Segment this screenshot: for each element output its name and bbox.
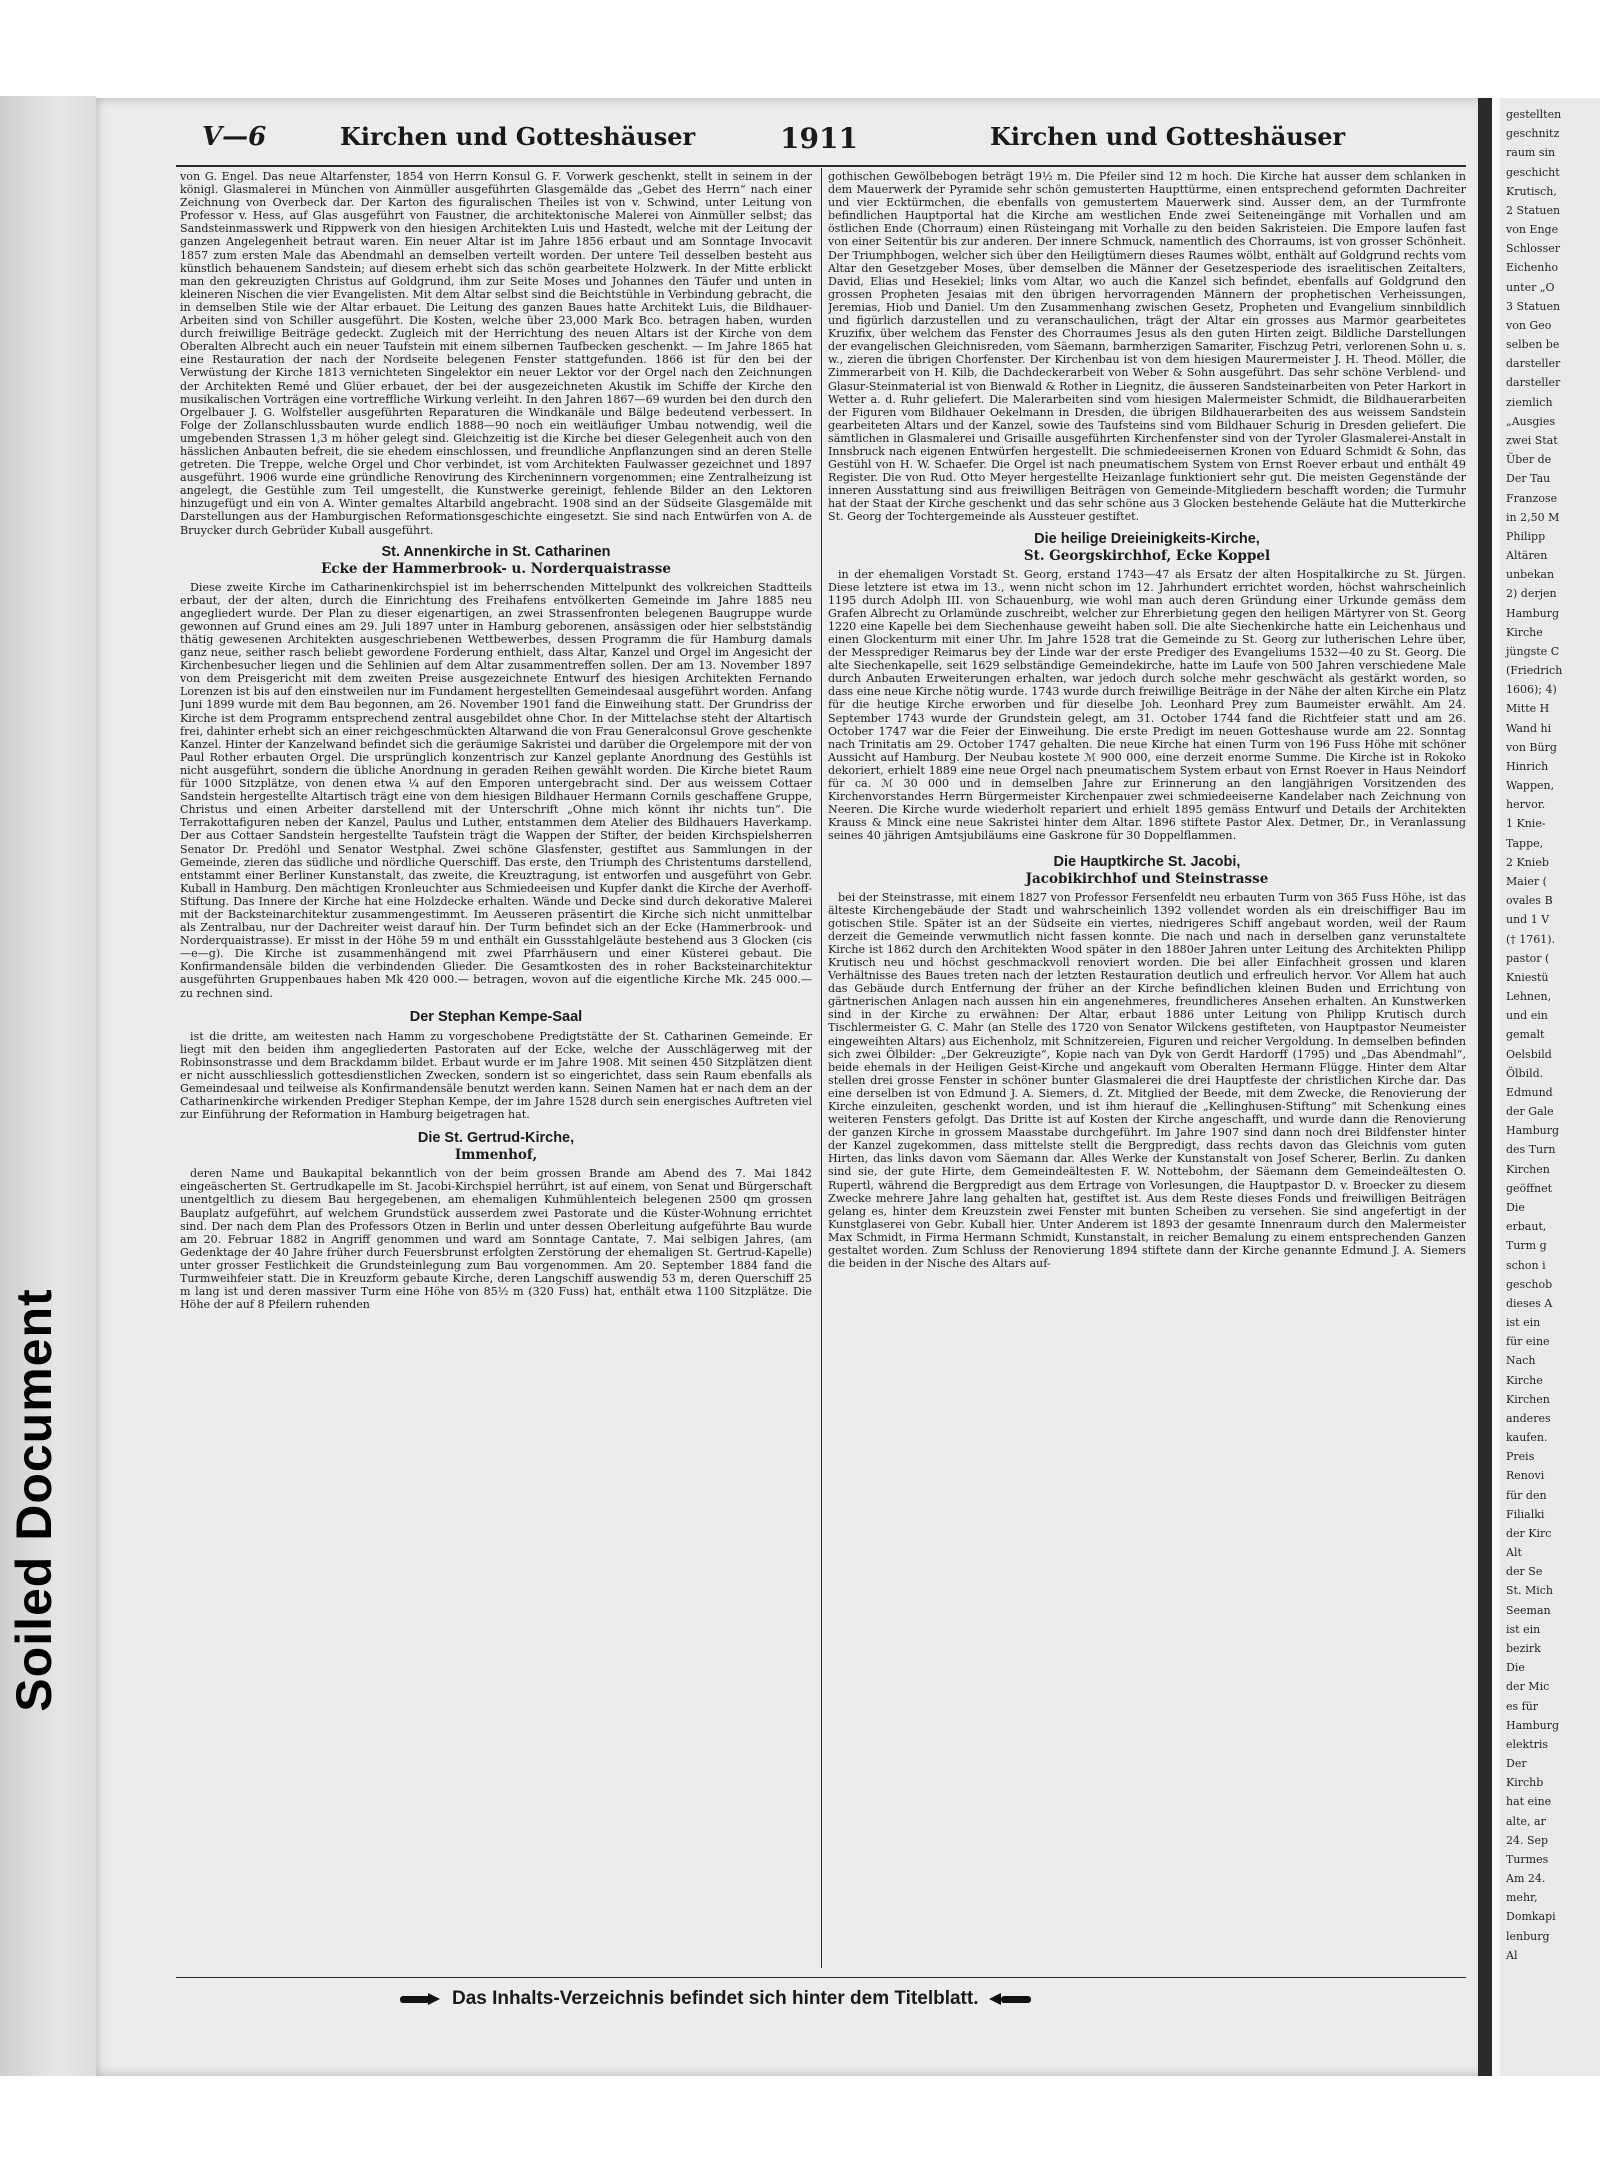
adjacent-page-fragment: Der bbox=[1506, 1757, 1527, 1771]
gertrud-continued-paragraph: gothischen Gewölbebogen beträgt 19½ m. Die Pfeiler sind 12 m hoch. Die Kirche hat ausser dem schlanken in dem Mauerwerk der Pyramide sehr schön gemusterten Haupttürme, einen entsprechend geformten Dachreiter und vier Ecktürmchen, die ebenfalls von gemustertem Mauerwerk sind. Ausser dem, an der Turmfronte befindlichen Hauptportal hat die Kirche am westlichen Ende zwei Seiteneingänge mit Vorhallen und am östlichen Ende (Chorraum) einen Rüsteingang mit Vorhalle zu den beiden Sakristeien. Die Empore laufen fast von einer Seitentür bis zur anderen. Der innere Schmuck, namentlich des Chorraums, ist von grosser Schönheit. Der Triumphbogen, welcher sich über den Heiligtümern dieses Raumes wölbt, enthält auf Goldgrund rechts vom Altar den Gesetzgeber Moses, über demselben die Männer der Gesetzesperiode des israelitischen Zeitalters, David, Elias und Hesekiel; links vom Altar, wo auch die Kanzel sich befindet, ebenfalls auf Goldgrund den grossen Propheten Jesaias mit den übrigen hervorragenden Männern der prophetischen Verheissungen, Jeremias, Hiob und Daniel. Um den Zusammenhang zwischen Gesetz, Propheten und Evangelium sinnbildlich und figürlich darzustellen und zu veranschaulichen, trägt der Altar ein grosses aus Marmor gearbeitetes Kruzifix, über welchem das Fenster des Chorraumes Jesus als den guten Hirten zeigt. Bildliche Darstellungen der evangelischen Gleichnisreden, vom Säemann, barmherzigen Samariter, Fischzug Petri, verlorenen Sohn u. s. w., zieren die übrigen Chorfenster. Der Kirchenbau ist von dem hiesigen Maurermeister J. H. Theod. Möller, die Zimmerarbeit von H. Kilb, die Dachdeckerarbeit von Weber & Sohn ausgeführt. Das sehr schöne Verblend- und Glasur-Steinmaterial ist von Bienwald & Rother in Liegnitz, die äusseren Sandsteinarbeiten von Peter Harkort in Wetter a. d. Ruhr geliefert. Die Malerarbeiten sind vom hiesigen Malermeister Schmidt, die Bildhauerarbeiten der Figuren vom Bildhauer Oekelmann in Dresden, die übrigen Bildhauerarbeiten des aus weissem Sandstein gearbeiteten Altars und der Kanzel, sowie des Taufsteins sind vom Bildhauer Schurig in Dresden geliefert. Die sämtlichen in Glasmalerei und Grisaille ausgeführten Kirchenfenster sind von der Tyroler Glasmalerei-Anstalt in Innsbruck nach eigenen Entwürfen hergestellt. Die schmiedeeisernen Kronen von Eduard Schmidt & Sohn, das Gestühl von H. W. Schaefer. Die Orgel ist nach pneumatischem System von Ernst Roever erbaut und enthält 49 Register. Die von Rud. Otto Meyer hergestellte Heizanlage funktioniert sehr gut. Die meisten Gegenstände der inneren Ausstattung sind aus freiwilligen Beiträgen von Gemeinde-Mitgliedern beschafft worden; die Turmuhr hat der Staat der Kirche geschenkt und das sehr schöne aus 3 Glocken bestehende Geläute hat die Mutterkirche St. Georg der Tochtergemeinde als Aussteuer gestiftet. bbox=[828, 170, 1466, 524]
adjacent-page-fragment: 1 Knie- bbox=[1506, 817, 1546, 831]
adjacent-page-fragment: darsteller bbox=[1506, 376, 1561, 390]
kempe-saal-title: Der Stephan Kempe-Saal bbox=[409, 1008, 583, 1025]
adjacent-page-fragment: von Enge bbox=[1506, 223, 1559, 237]
adjacent-page-fragment: geschnitz bbox=[1506, 127, 1560, 141]
adjacent-page-fragment: der Gale bbox=[1506, 1105, 1554, 1119]
adjacent-page-fragment: ist ein bbox=[1506, 1316, 1541, 1330]
adjacent-page-fragment: jüngste C bbox=[1506, 644, 1560, 658]
page-number: V—6 bbox=[202, 122, 267, 152]
adjacent-page-fragment: lenburg bbox=[1506, 1929, 1550, 1943]
gertrud-kirche-title: Die St. Gertrud-Kirche, bbox=[417, 1130, 575, 1147]
adjacent-page-fragment: pastor ( bbox=[1506, 951, 1550, 965]
adjacent-page-fragment: gestellten bbox=[1506, 108, 1562, 121]
adjacent-page-fragment: Wand hi bbox=[1506, 721, 1552, 735]
adjacent-page-fragment: Hamburg bbox=[1506, 606, 1560, 620]
jacobi-address: Jacobikirchhof und Steinstrasse bbox=[1025, 870, 1269, 887]
soiled-document-stamp bbox=[4, 1220, 64, 1780]
adjacent-page-fragment: und ein bbox=[1506, 1009, 1548, 1023]
adjacent-page-fragment: (Friedrich bbox=[1506, 664, 1563, 678]
gertrud-kirche-text: deren Name und Baukapital bekanntlich von der beim grossen Brande am Abend des 7. Mai 1842 eingeäscherten St. Gertrudkapelle im St. Jacobi-Kirchspiel herrührt, ist auf einem, von Senat und Bürgerschaft unentgeltlich zu diesem Bau hergegebenen, am ehemaligen Kuhmühlenteich belegenen 2500 qm grossen Bauplatz aufgeführt, auf welchem Grundstück ausserdem zwei Pastorate und die Küster-Wohnung errichtet sind. Der nach dem Plan des Professors Otzen in Berlin und unter dessen Oberleitung aufgeführte Bau wurde am 20. Februar 1882 in Angriff genommen und ward am Sonntage Cantate, 7. Mai selbigen Jahres, (am Gedenktage der 40 Jahre früher durch Feuersbrunst erfolgten Zerstörung der ehemaligen St. Gertrud-Kapelle) unter grosser Festlichkeit die Grundsteinlegung zum Bau vorgenommen. Am 20. September 1884 fand die Turmweihfeier statt. Die in Kreuzform gebaute Kirche, deren Langschiff auswendig 53 m, deren Querschiff 25 m lang ist und deren massiver Turm eine Höhe von 85½ m (320 Fuss) hat, enthält etwa 1100 Sitzplätze. Die Höhe der auf 8 Pfeilern ruhenden bbox=[180, 1167, 812, 1312]
adjacent-page-fragment: kaufen. bbox=[1506, 1431, 1548, 1445]
dreieinigkeit-address: St. Georgskirchhof, Ecke Koppel bbox=[1023, 547, 1271, 564]
adjacent-page-fragment: „Ausgies bbox=[1506, 414, 1556, 428]
adjacent-page-fragment: in 2,50 M bbox=[1506, 510, 1560, 524]
adjacent-page-fragment: Wappen, bbox=[1506, 779, 1555, 793]
adjacent-page-fragment: Filialki bbox=[1506, 1507, 1545, 1521]
page-gap bbox=[1492, 98, 1500, 2076]
adjacent-page-fragment: Krutisch, bbox=[1506, 184, 1557, 198]
adjacent-page-fragment: von Bürg bbox=[1506, 740, 1557, 754]
page-header bbox=[100, 122, 1450, 162]
dreieinigkeit-title: Die heilige Dreieinigkeits-Kirche, bbox=[1034, 530, 1260, 547]
adjacent-page-fragment: Franzose bbox=[1506, 491, 1558, 505]
footer-notice: Das Inhalts-Verzeichnis befindet sich hinter dem Titelblatt. bbox=[452, 1988, 979, 2009]
adjacent-page-fragment: hervor. bbox=[1506, 798, 1546, 812]
adjacent-page-fragment: für den bbox=[1506, 1488, 1547, 1502]
dreieinigkeit-text: in der ehemaligen Vorstadt St. Georg, erstand 1743—47 als Ersatz der alten Hospitalkirche zu St. Jürgen. Diese letztere ist etwa im 13., wenn nicht schon im 12. Jahrhundert errichtet worden, höchst wahrscheinlich 1195 durch Adolph III. von Schauenburg, wie wohl man auch deren Gründung einer Urkunde gemäss dem Grafen Albrecht zu Orlamünde zuschreibt, welcher zur Ehrerbietung gegen den heiligen Märtyrer von St. Georg 1220 eine Kapelle bei dem Siechenhause geweiht haben soll. Die alte Siechenkirche hatte ein Leichenhaus und einen Glockenturm mit einer Uhr. Im Jahre 1528 trat die Gemeinde zu St. Georg zur lutherischen Lehre über, der Messprediger Reimarus bey der Linde war der erste Prediger des Evangeliums 1532—40 zu St. Georg. Die alte Siechenkapelle, seit 1629 selbständige Gemeindekirche, hatte im Laufe von 500 Jahren verschiedene Male durch Anbauten Erweiterungen erhalten, war jedoch durch solche mehr geschwächt als gestärkt worden, so dass eine neue Kirche nötig wurde. 1743 wurde durch freiwillige Beiträge in der Nähe der alten Kirche ein Platz für die heutige Kirche erworben und für dieselbe Joh. Leonhard Prey zum Baumeister erwählt. Am 24. September 1743 wurde der Grundstein gelegt, am 31. October 1744 fand die Richtfeier statt und am 26. October 1747 war die Feier der Einweihung. Die erste Predigt im neuen Gotteshause wurde am 22. Sonntag nach Trinitatis am 29. October 1747 gehalten. Die neue Kirche hat einen Turm von 196 Fuss Höhe mit schöner Aussicht auf Hamburg. Der Neubau kostete ℳ 900 000, eine derzeit enorme Summe. Die Kirche ist in Rokoko dekoriert, erhielt 1889 eine neue Orgel nach pneumatischem System erbaut von Ernst Roever in Haus Neindorf für ca. ℳ 30 000 und in demselben Jahre zur Erinnerung an den langjährigen Vorsitzenden des Kirchenvorstandes Herrn Bürgermeister Kirchenpauer zwei schmiedeeiserne Kandelaber nach Zeichnung von Neeren. Die Kirche wurde wiederholt repariert und erhielt 1895 gemäss Entwurf und Details der Architekten Krauss & Minck eine neue Sakristei hinter dem Altar. 1896 stiftete Pastor Alex. Detmer, Dr., in Veranlassung seines 40 jährigen Amtsjubiläums eine Gaskrone für 30 Doppelflammen. bbox=[828, 567, 1466, 843]
kempe-saal-text: ist die dritte, am weitesten nach Hamm zu vorgeschobene Predigtstätte der St. Catharinen Gemeinde. Er liegt mit den beiden ihm angegliederten Pastoraten auf der Ecke, welche der Ausschlägerweg mit der Robinsonstrasse und dem Brackdamm bildet. Erbaut wurde er im Jahre 1908. Mit seinen 450 Sitzplätzen dient er nicht ausschliesslich gottesdienstlichen Zwecken, sondern ist so eingerichtet, dass sein Raum ebenfalls als Gemeindesaal und teilweise als Konfirmandensäle benutzt werden kann. Seinen Namen hat er nach dem an der Catharinenkirche wirkenden Prediger Stephan Kempe, der im Jahre 1528 durch sein energisches Auftreten viel zur Einführung der Reformation in Hamburg beigetragen hat. bbox=[180, 1029, 812, 1122]
adjacent-page-fragment: Preis bbox=[1506, 1450, 1535, 1464]
header-rule bbox=[176, 165, 1466, 167]
adjacent-page-fragment: geschob bbox=[1506, 1277, 1553, 1291]
adjacent-page-fragment: geöffnet bbox=[1506, 1181, 1553, 1195]
adjacent-page-fragment: Philipp bbox=[1506, 529, 1546, 543]
adjacent-page-fragment: 2 Statuen bbox=[1506, 203, 1561, 217]
adjacent-page-fragment: Maier ( bbox=[1506, 875, 1547, 888]
adjacent-page-fragment: der Mic bbox=[1506, 1680, 1550, 1694]
adjacent-page-fragment: darsteller bbox=[1506, 357, 1561, 371]
pointing-hand-left-icon bbox=[989, 1991, 1031, 2007]
adjacent-page-fragment: Domkapi bbox=[1506, 1910, 1556, 1924]
column-divider bbox=[821, 168, 822, 1968]
adjacent-page-fragment: des Turn bbox=[1506, 1143, 1556, 1157]
adjacent-page-fragment: erbaut, bbox=[1506, 1220, 1547, 1234]
adjacent-page-fragment: Mitte H bbox=[1506, 702, 1550, 716]
adjacent-page-fragment: Hinrich bbox=[1506, 759, 1549, 773]
adjacent-page-fragment: der Kirc bbox=[1506, 1526, 1552, 1540]
adjacent-page-fragment: zwei Stat bbox=[1506, 433, 1558, 447]
gertrud-kirche-address: Immenhof, bbox=[454, 1147, 538, 1164]
adjacent-page-fragment: Am 24. bbox=[1506, 1872, 1546, 1886]
adjacent-page-fragment: schon i bbox=[1506, 1258, 1546, 1272]
adjacent-page-fragment: Altären bbox=[1506, 549, 1548, 563]
adjacent-page-fragment: gemalt bbox=[1506, 1028, 1545, 1042]
adjacent-page-fragment: Alt bbox=[1506, 1546, 1522, 1560]
adjacent-page-fragment: 3 Statuen bbox=[1506, 299, 1561, 313]
adjacent-page-fragment: Ölbild. bbox=[1506, 1066, 1544, 1080]
jacobi-text: bei der Steinstrasse, mit einem 1827 von Professor Fersenfeldt neu erbauten Turm von 365 Fuss Höhe, ist das älteste Kirchengebäude der Stadt und wahrscheinlich 1392 vollendet worden als ein dreischiffiger Bau im gotischen Stile. Später ist an der Südseite ein viertes, niedrigeres Schiff angebaut worden, weil der Raum derzeit die Gemeinde verwmutlich nicht fassen konnte. Die nach und nach in derselben ganz verunstaltete Kirche ist 1862 durch den Architekten Wood später in den 1880er Jahren unter Leitung des Architekten Philipp Krutisch neu und höchst geschmackvoll renoviert worden. Die bei aller Einfachheit grossen und klaren Verhältnisse des Baues treten nach der letzten Restauration deutlich und erfreulich hervor. Vor Allem hat auch das Gebäude durch Entfernung der früher an der Kirche befindlichen kleinen Buden und Errichtung von gärtnerischen Anlagen nach aussen hin ein angenehmeres, freundlicheres Ansehen erhalten. An Kunstwerken sind in der Kirche zu erwähnen: Der Altar, erbaut 1886 unter Leitung von Philipp Krutisch durch Tischlermeister G. C. Mahr (an Stelle des 1720 von Senator Wilckens gestifteten, von Hauptpastor Neumeister eingeweihten Altars) aus Eichenholz, mit Schnitzereien, Figuren und reicher Vergoldung. In demselben befinden sich zwei Ölbilder: „Der Gekreuzigte“, Kopie nach van Dyk von Gerdt Hardorff (1795) und „Das Abendmahl“, beide ehemals in der Heiligen Geist-Kirche und angekauft vom Oberalten Hermann Flügge. Hinter dem Altar stellen drei grosse Fenster in schöner bunter Glasmalerei die drei Hauptfeste der christlichen Kirche dar. Das eine derselben ist von Edmund J. A. Siemers, d. Zt. Mitglied der Beede, mit dem Zwecke, die Renovierung der Kirche einzuleiten, geschenkt worden, und ist ihm hierauf die „Kellinghusen-Stiftung“ mit Schenkung eines weiteren Fensters gefolgt. Das Dritte ist auf Kosten der Kirche angeschafft, und wurde dann die Renovierung der ganzen Kirche in grossem Maasstabe durchgeführt. Im Jahre 1907 sind dann noch drei Bildfenster hinter der Kanzel zugekommen, dass mittelste stellt die Bergpredigt, dass rechts davon das Gleichnis vom guten Hirten, das links davon vom Säemann dar. Alles Werke der Kunstanstalt von Josef Scherer, Berlin. Zu danken sind sie, der gute Hirte, dem Gemeindeältesten F. W. Nottebohm, der Säemann dem Gemeindeältesten O. Rupertl, während die Bergpredigt aus dem Ertrage von Vorlesungen, die Hauptpastor D. v. Broecker zu diesem Zwecke mehrere Jahre lang gehalten hat, gestiftet ist. Aus dem Reste dieses Fonds und freiwilligen Beiträgen gelang es, hinter dem Kreuzstein zwei Fenster mit bunten Scheiben zu versehen. Sie sind angefertigt in der Kunstglaserei von Gebr. Kuball hier. Unter Anderem ist 1893 der gesamte Innenraum durch den Malermeister Max Schmidt, in Firma Hermann Schmidt, Kunstanstalt, in reicher Bemalung zu einem entsprechenden Ganzen gestaltet worden. Zum Schluss der Renovierung 1894 stiftete dann der Kirche genannte Edmund J. A. Siemers die beiden in der Nische des Altars auf- bbox=[828, 890, 1466, 1271]
adjacent-page-fragment: geschicht bbox=[1506, 165, 1560, 179]
adjacent-page-fragment: Kirchen bbox=[1506, 1162, 1550, 1176]
page-footer bbox=[400, 1985, 1320, 2013]
annenkirche-text: Diese zweite Kirche im Catharinenkirchspiel ist im beherrschenden Mittelpunkt des volkreichen Stadtteils erbaut, der der alten, durch die Einrichtung des Freihafens entvölkerten Gemeinde im Jahre 1885 neu angegliedert wurde. Der Plan zu dieser eigenartigen, an zwei Strassenfronten belegenen Baugruppe wurde gewonnen auf Grund eines am 29. Juli 1897 unter in Hamburg geborenen, ansässigen oder hier selbstständig thätig gewesenen Architekten ausgeschriebenen Wettbewerbes, dessen Programm die für Hamburg damals ganz neue, seither rasch beliebt gewordene Forderung enthielt, dass Altar, Kanzel und Orgel im Angesicht der Kirchenbesucher liegen und die Sehlinien auf dem Altar zusammentreffen sollen. Der am 13. November 1897 von dem Preisgericht mit dem zweiten Preise ausgezeichnete Entwurf des hiesigen Architekten Fernando Lorenzen ist bis auf den einstweilen nur im Fundament hergestellten Gemeindesaal ausgeführt worden. Anfang Juni 1899 wurde mit dem Bau begonnen, am 26. November 1901 fand die Einweihung statt. Der Grundriss der Kirche ist dem Programm entsprechend zentral ausgebildet ohne Chor. In der Mittelachse steht der Altartisch frei, dahinter erhebt sich an einer reichgeschmückten Altarwand die von Frau Generalconsul Grove geschenkte Kanzel. Hinter der Kanzelwand befindet sich die geräumige Sakristei und darüber die Orgelempore mit der von Paul Rother erbauten Orgel. Die ursprünglich konzentrisch zur Kanzel geplante Anordnung des Gestühls ist nicht ausgeführt, sondern die übliche Anordnung in geraden Reihen gewählt worden. Die Kirche bietet Raum für 1000 Sitzplätze, von denen etwa ¼ auf den Emporen untergebracht sind. Der aus weissem Cottaer Sandstein hergestellte Altartisch trägt eine von dem hiesigen Bildhauer Hermann Cornils geschaffene Gruppe, Christus und einen Arbeiter darstellend mit der Unterschrift „Ohne mich könnt ihr nichts tun“. Die Terrakottafiguren neben der Kanzel, Paulus und Luther, entstammen dem Atelier des Bildhauers Haverkamp. Der aus Cottaer Sandstein hergestellte Taufstein trägt die Wappen der Stifter, der beiden Kirchspielsherren Senator Dr. Predöhl und Senator Westphal. Zwei schöne Glasfenster, gestiftet aus Sammlungen in der Gemeinde, zieren das südliche und nördliche Querschiff. Das erste, den Triumph des Christentums darstellend, entstammt einer Berliner Kunstanstalt, das zweite, die Kreuztragung, ist entworfen und ausgeführt von Gebr. Kuball in Hamburg. Den mächtigen Kronleuchter aus Schmiedeeisen und Kupfer dankt die Kirche der Averhoff-Stiftung. Das Innere der Kirche hat eine Holzdecke erhalten. Wände und Decke sind durch dekorative Malerei mit der Backsteinarchitektur zusammengestimmt. Im Aeusseren präsentirt die Kirche sich nicht unmittelbar als Zentralbau, nur der Dachreiter weist darauf hin. Der Turm befindet sich an der Ecke (Hammerbrook- und Norderquaistrasse). Er misst in der Höhe 59 m und enthält ein Gussstahlgeläute bestehend aus 3 Glocken (cis—e—g). Die Kirche ist zusammenhängend mit zwei Pfarrhäusern und einer Küsterei gebaut. Die Konfirmandensäle bilden die verbindenden Glieder. Die Gesamtkosten des in roher Backsteinarchitektur ausgeführten Gruppenbaues haben Mk 420 000.— betragen, wovon auf die eigentliche Kirche Mk. 245 000.— zu rechnen sind. bbox=[180, 580, 812, 1000]
adjacent-page-fragment: dieses A bbox=[1506, 1296, 1553, 1310]
adjacent-page-fragment: Kniestü bbox=[1506, 970, 1549, 984]
running-title-right: Kirchen und Gotteshäuser bbox=[990, 122, 1346, 151]
adjacent-page-fragment: 1606); 4) bbox=[1506, 683, 1557, 697]
page-gutter bbox=[1478, 98, 1492, 2076]
jacobi-title: Die Hauptkirche St. Jacobi, bbox=[1053, 853, 1241, 870]
adjacent-page-fragment: ist ein bbox=[1506, 1622, 1541, 1636]
adjacent-page-fragment: es für bbox=[1506, 1699, 1539, 1713]
pointing-hand-right-icon bbox=[400, 1991, 442, 2007]
adjacent-page-fragment: hat eine bbox=[1506, 1795, 1552, 1809]
adjacent-page-fragment: unter „O bbox=[1506, 280, 1555, 294]
adjacent-page-fragment: Hamburg bbox=[1506, 1718, 1560, 1732]
adjacent-page-fragment: von Geo bbox=[1506, 318, 1552, 332]
running-title-left: Kirchen und Gotteshäuser bbox=[340, 122, 696, 151]
adjacent-page-fragment: mehr, bbox=[1506, 1891, 1538, 1905]
adjacent-page-fragment: Über de bbox=[1506, 453, 1552, 467]
adjacent-page-fragment: 2 Knieb bbox=[1506, 855, 1549, 869]
adjacent-page-fragment: Turm g bbox=[1506, 1239, 1547, 1253]
adjacent-page-fragment: ovales B bbox=[1506, 894, 1553, 908]
annenkirche-title: St. Annenkirche in St. Catharinen bbox=[381, 543, 611, 560]
adjacent-page-fragment: Eichenho bbox=[1506, 261, 1559, 275]
left-column bbox=[180, 170, 812, 1970]
adjacent-page-fragment: für eine bbox=[1506, 1335, 1550, 1349]
adjacent-page-fragment: Die bbox=[1506, 1661, 1525, 1675]
adjacent-page-fragment: bezirk bbox=[1506, 1642, 1541, 1656]
annenkirche-address: Ecke der Hammerbrook- u. Norderquaistrasse bbox=[321, 560, 671, 577]
adjacent-page-fragment: selben be bbox=[1506, 338, 1560, 352]
adjacent-page-fragment: Kirche bbox=[1506, 1373, 1543, 1387]
adjacent-page-fragment: unbekan bbox=[1506, 568, 1555, 582]
adjacent-page-fragment: und 1 V bbox=[1506, 913, 1550, 927]
adjacent-page-fragment: († 1761). bbox=[1506, 932, 1556, 946]
adjacent-page-fragment: Hamburg bbox=[1506, 1124, 1560, 1138]
adjacent-page-fragment: Kirchen bbox=[1506, 1392, 1550, 1406]
adjacent-page-fragment: Kirchb bbox=[1506, 1776, 1544, 1790]
adjacent-page-fragment: Nach bbox=[1506, 1354, 1536, 1368]
adjacent-page-fragment: Turmes bbox=[1506, 1852, 1549, 1866]
adjacent-page-fragment: alte, ar bbox=[1506, 1814, 1546, 1828]
adjacent-page-fragment: St. Mich bbox=[1506, 1584, 1553, 1598]
adjacent-page-fragment: Oelsbild bbox=[1506, 1047, 1552, 1061]
right-column bbox=[828, 170, 1466, 1970]
adjacent-page-fragment: Die bbox=[1506, 1200, 1525, 1214]
adjacent-page-fragment: anderes bbox=[1506, 1411, 1551, 1425]
adjacent-page-fragment: der Se bbox=[1506, 1565, 1543, 1579]
adjacent-page-fragment: Schlosser bbox=[1506, 242, 1560, 256]
adjacent-page-fragment: Kirche bbox=[1506, 625, 1543, 639]
adjacent-page-fragment: 24. Sep bbox=[1506, 1833, 1549, 1847]
adjacent-page-fragment: Al bbox=[1506, 1948, 1518, 1962]
footer-rule bbox=[176, 1977, 1466, 1978]
adjacent-page-fragment: ziemlich bbox=[1506, 395, 1553, 409]
adjacent-page-fragment: elektris bbox=[1506, 1737, 1549, 1751]
year-heading: 1911 bbox=[780, 122, 858, 155]
adjacent-page-fragment: Tappe, bbox=[1506, 836, 1544, 850]
adjacent-page-fragment: Edmund bbox=[1506, 1085, 1553, 1099]
adjacent-page-fragment: Lehnen, bbox=[1506, 990, 1552, 1004]
adjacent-page-fragment: Renovi bbox=[1506, 1469, 1545, 1483]
adjacent-page-fragment: raum sin bbox=[1506, 146, 1556, 160]
adjacent-page-fragment: Seeman bbox=[1506, 1603, 1551, 1617]
altar-window-paragraph: von G. Engel. Das neue Altarfenster, 1854 von Herrn Konsul G. F. Vorwerk geschenkt, stellt in seinem in der königl. Glasmalerei in München von Ainmüller ausgeführten Glasgemälde das „Gebet des Herrn“ nach einer Zeichnung von Overbeck dar. Der Karton des figuralischen Theiles ist von v. Schwind, unter Leitung von Professor v. Hess, auf Glas ausgeführt von Faustner, die architektonische Malerei von Ainmüller selbst; das Sandsteinmasswerk und Rippwerk von den hiesigen Architekten Luis und Hastedt, welche mit der Leitung der ganzen Angelegenheit betraut waren. Ein neuer Altar ist im Jahre 1856 erbaut und am Sonntage Invocavit 1857 zum ersten Male das Abendmahl an demselben verteilt worden. Der untere Teil desselben besteht aus künstlich behauenem Sandstein; auf diesem erhebt sich das schön gearbeitete Holzwerk. In der Mitte erblickt man den gekreuzigten Christus auf Goldgrund, ihm zur Seite Moses und Johannes den Täufer und unten in kleineren Nischen die vier Evangelisten. Mit dem Altar selbst sind die Beichtstühle in Verbindung gebracht, die in demselben Stile wie der Altar erbauet. Die Leitung des ganzen Baues hatte Architekt Luis, die Bildhauer-Arbeiten sind von Schiller ausgeführt. Die Kosten, welche über 23,000 Mark Bco. betragen haben, wurden durch freiwillige Beiträge gedeckt. Zugleich mit der Herrichtung des neuen Altars ist der Kirche von dem Oberalten Albrecht auch ein neuer Taufstein mit einem silbernen Taufbecken geschenkt. — Im Jahre 1865 hat eine Restauration der nach der Nordseite belegenen Fenster stattgefunden. 1866 ist für den bei der Verwüstung der Kirche 1813 vernichteten Singelektor ein neuer Lektor vor der Orgel nach den Zeichnungen der Architekten Remé und Glüer erbauet, der bei der ausgezeichneten Akustik im Schiffe der Kirche den musikalischen Vorträgen eine vortreffliche Wirkung verleiht. In den Jahren 1867—69 wurden bei den durch den Orgelbauer J. G. Wolfsteller ausgeführten Reparaturen die Windkanäle und Bälge bedeutend verbessert. In Folge der Zollanschlussbauten wurde endlich 1888—90 noch ein weitläufiger Umbau notwendig, weil die umgebenden Strassen 1,3 m höher gelegt sind. Gleichzeitig ist die Kirche bei dieser Gelegenheit auch von den hässlichen Anbauten befreit, die sie ehedem einschlossen, und freundliche Anpflanzungen sind an deren Stelle getreten. Die Treppe, welche Orgel und Chor verbindet, ist vom Architekten Faulwasser gezeichnet und 1897 ausgeführt. 1906 wurde eine gründliche Renovirung des Kircheninnern vorgenommen; eine Zentralheizung ist angelegt, die Gestühle zum Teil umgestellt, die Kunstwerke gereinigt, fehlende Bilder an den Lektoren hinzugefügt und ein von A. Winter gemaltes Altarbild angebracht. 1908 sind an der Südseite Glasgemälde mit Darstellungen aus der Hamburgischen Reformationsgeschichte eingesetzt. Sie sind nach Entwürfen von A. de Bruycker durch Gebrüder Kuball ausgeführt. bbox=[180, 170, 812, 537]
adjacent-page bbox=[1500, 98, 1600, 2076]
adjacent-page-fragment: Der Tau bbox=[1506, 472, 1551, 486]
adjacent-page-fragment: 2) derjen bbox=[1506, 587, 1557, 601]
soiled-document-label: Soiled Document bbox=[6, 1288, 62, 1712]
